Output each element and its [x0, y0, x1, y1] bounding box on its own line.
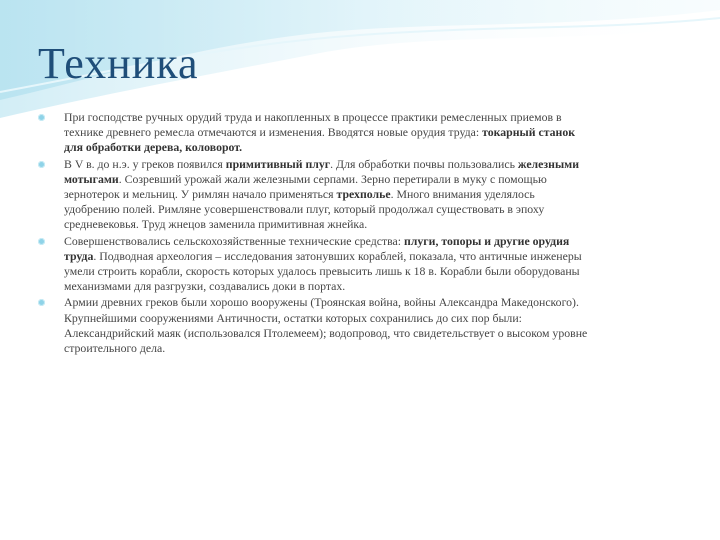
bullet-item	[38, 157, 588, 233]
bullet-dot-icon	[38, 114, 45, 121]
bullet-dot-icon	[38, 299, 45, 306]
bullet-list	[38, 110, 588, 357]
bullet-emphasis: железными мотыгами	[64, 156, 579, 186]
bullet-emphasis: токарный станок для обработки дерева, коловорот.	[64, 125, 576, 155]
bullet-text: . Много внимания уделялось удобрению полей. Римляне усовершенствовали плуг, который продолжал существовать в эпоху средневековья. Труд жнецов заменила примитивная жнейка.	[64, 187, 545, 232]
slide-title: Техника	[38, 39, 199, 88]
bullet-dot-icon	[38, 238, 45, 245]
bullet-text: . Для обработки почвы пользовались	[330, 156, 518, 171]
bullet-dot-icon	[38, 161, 45, 168]
bullet-emphasis: трехполье	[336, 187, 391, 202]
bullet-text: В V в. до н.э. у греков появился	[64, 156, 226, 171]
bullet-emphasis: плуги, топоры и другие орудия труда	[64, 233, 570, 263]
bullet-text: Армии древних греков были хорошо вооружены (Троянская война, войны Александра Македонского). Крупнейшими сооружениями Античности, остатки которых сохранились до сих пор были: Александрийский маяк (использовался Птолемеем); водопровод, что свидетельствует о высоком уровне строительного дела.	[64, 295, 588, 356]
bullet-text: Совершенствовались сельскохозяйственные технические средства:	[64, 233, 404, 248]
bullet-emphasis: примитивный плуг	[225, 156, 331, 171]
bullet-item	[38, 234, 588, 295]
bullet-text: . Подводная археология – исследования затонувших кораблей, показала, что античные инженеры умели строить корабли, скорость которых удалось превысить лишь к 18 в. Корабли были оборудованы механизмами для разгрузки, создавались доки в портах.	[64, 248, 582, 294]
bullet-text: При господстве ручных орудий труда и накопленных в процессе практики ремесленных приемов в технике древнего ремесла отмечаются и изменения. Вводятся новые орудия труда:	[64, 110, 562, 140]
bullet-text: . Созревший урожай жали железными серпами. Зерно перетирали в муку с помощью зернотерок и мельниц. У римлян начало применяться	[64, 171, 547, 202]
bullet-item	[38, 110, 588, 156]
bullet-item	[38, 295, 588, 356]
